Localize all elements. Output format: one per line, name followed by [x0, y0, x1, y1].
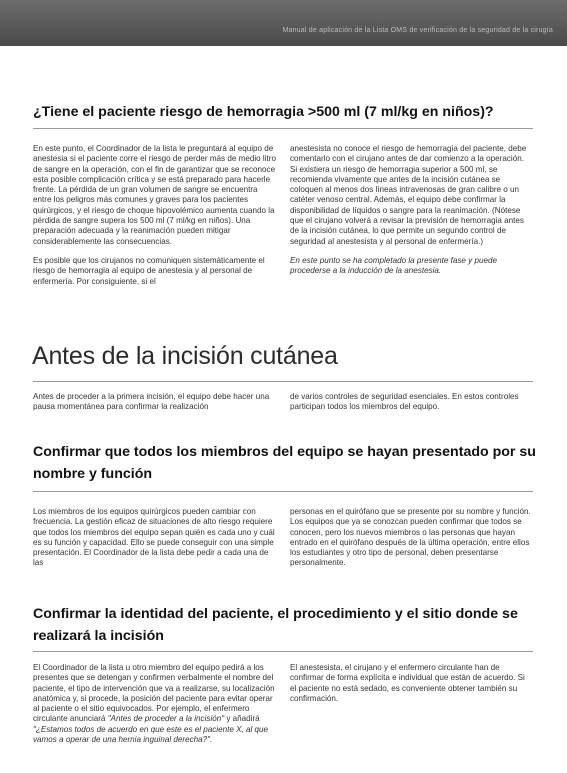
paragraph: Antes de proceder a la primera incisión, el equipo debe hacer una pausa momentánea para confirmar la realización [33, 392, 270, 412]
paragraph: En este punto, el Coordinador de la lista le preguntará al equipo de anestesia si el paciente corre el riesgo de perder más de medio litro de sangre en la operación, con el fin de garantizar que se reconoce esta posible complicación crítica y se está preparado para hacerle frente. La pérdida de un gran volumen de sangre se encuentra entre los peligros más comunes y graves para los pacientes quirúrgicos, y el riesgo de choque hipovolémico aumenta cuando la pérdida de sangre supera los 500 ml (7 ml/kg en niños). Una preparación adecuada y la reanimación pueden mitigar considerablemente las consecuencias. [33, 144, 276, 246]
hemorrhage-left-column [33, 144, 276, 296]
identity-left-column [33, 663, 276, 754]
paragraph: anestesista no conoce el riesgo de hemorragia del paciente, debe comentarlo con el cirujano antes de dar comienzo a la operación. Si existiera un riesgo de hemorragia superior a 500 ml, se recomienda vivamente que antes de la incisión cutánea se coloquen al menos dos líneas intravenosas de gran calibre o un catéter venoso central. Además, el equipo debe confirmar la disponibilidad de líquidos o sangre para la reanimación. (Nótese que el cirujano volverá a revisar la previsión de hemorragia antes de la incisión cutánea, lo que permite un segundo control de seguridad al anestesista y al personal de enfermería.) [290, 144, 527, 246]
section-title-incision: Antes de la incisión cutánea [32, 342, 338, 370]
section-title-team: Confirmar que todos los miembros del equipo se hayan presentado por su nombre y función [33, 444, 536, 482]
team-left-column [33, 507, 276, 578]
section-title-hemorrhage: ¿Tiene el paciente riesgo de hemorragia >500 ml (7 ml/kg en niños)? [33, 104, 494, 120]
divider [33, 128, 533, 129]
running-title: Manual de aplicación de la Lista OMS de verificación de la seguridad de la cirugía [282, 27, 553, 34]
header-bar [0, 0, 567, 46]
paragraph-italic: En este punto se ha completado la presente fase y puede procederse a la inducción de la anestesia. [290, 255, 497, 276]
divider [33, 491, 533, 492]
section-title-identity: Confirmar la identidad del paciente, el procedimiento y el sitio donde se realizará la incisión [33, 606, 518, 644]
divider [33, 651, 533, 652]
incision-left-column [33, 392, 276, 422]
paragraph: El anestesista, el cirujano y el enfermero circulante han de confirmar de forma explícita e individual que están de acuerdo. Si el paciente no está sedado, es conveniente obtener también su confirmación. [290, 663, 525, 703]
team-right-column [290, 507, 533, 578]
paragraph: personas en el quirófano que se presente por su nombre y función. Los equipos que ya se conozcan pueden confirmar que todos se conocen, pero los nuevos miembros o las personas que hayan entrado en el quirófano después de la última operación, entre ellos los estudiantes y otro tipo de personal, deben presentarse personalmente. [290, 507, 531, 568]
paragraph: de varios controles de seguridad esenciales. En estos controles participan todos los miembros del equipo. [290, 392, 519, 412]
hemorrhage-right-column [290, 144, 533, 286]
incision-right-column [290, 392, 533, 422]
paragraph: El Coordinador de la lista u otro miembro del equipo pedirá a los presentes que se detengan y confirmen verbalmente el nombre del paciente, el tipo de intervención que va a realizarse, su localización anatómica y, si procede, la posición del paciente para evitar operar al paciente o el sitio equivocados. Por ejemplo, el enfermero circulante anunciará "Antes de proceder a la incisión" y añadirá "¿Estamos todos de acuerdo en que este es el paciente X, al que vamos a operar de una hernia inguinal derecha?". [33, 663, 275, 745]
paragraph: Los miembros de los equipos quirúrgicos pueden cambiar con frecuencia. La gestión eficaz de situaciones de alto riesgo requiere que todos los miembros del equipo sepan quién es cada uno y cuál es su función y capacidad. Ello se puede conseguir con una simple presentación. El Coordinador de la lista debe pedir a cada una de las [33, 507, 275, 568]
paragraph: Es posible que los cirujanos no comuniquen sistemáticamente el riesgo de hemorragia al equipo de anestesia y al personal de enfermería. Por consiguiente, si el [33, 255, 265, 286]
identity-right-column [290, 663, 533, 713]
divider [33, 381, 533, 382]
